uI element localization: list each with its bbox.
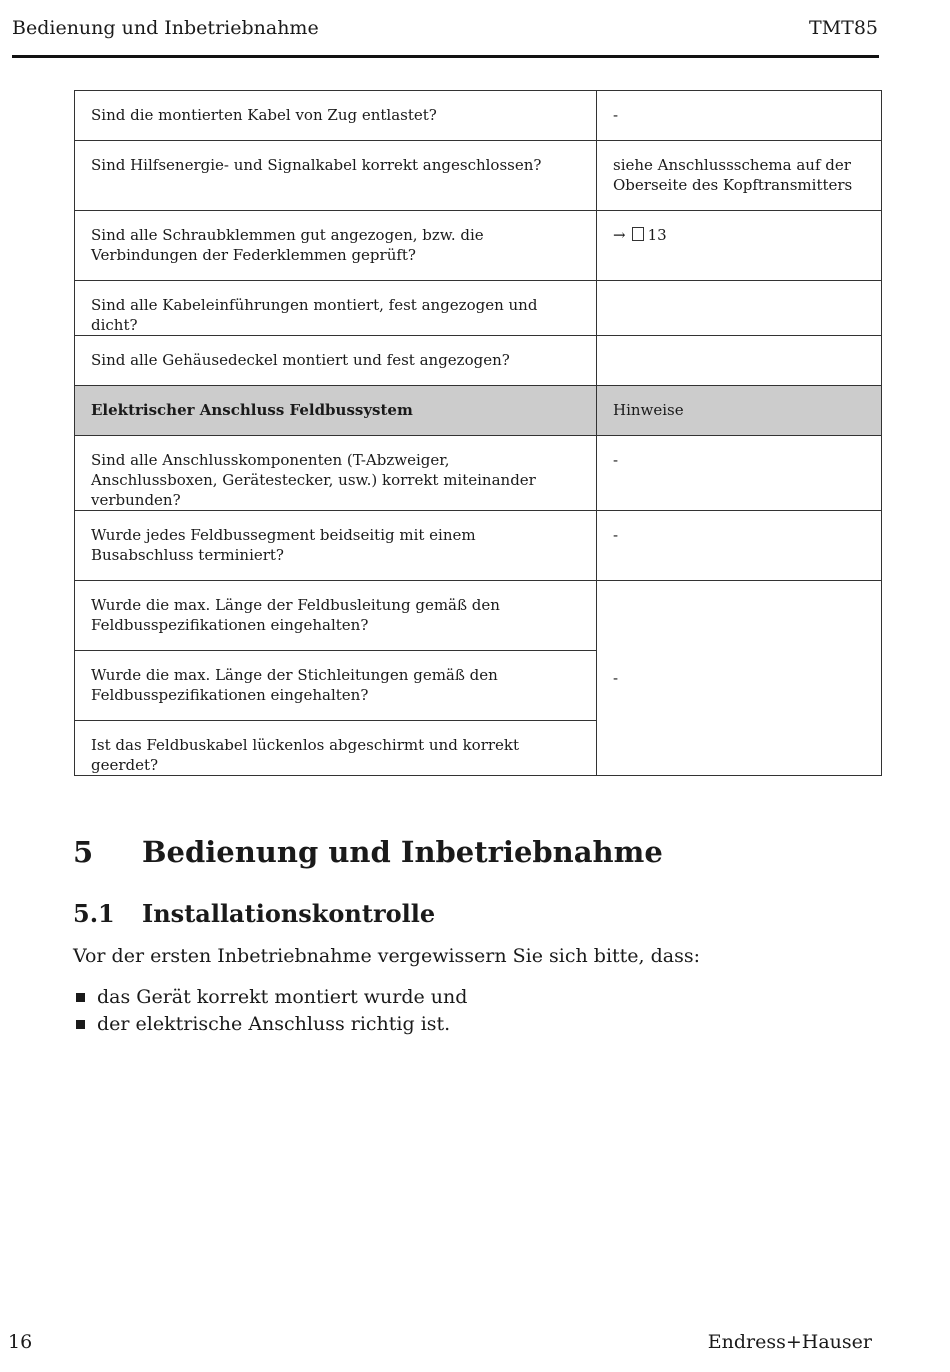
check-question: Sind alle Gehäusedeckel montiert und fest angezogen? (75, 336, 597, 386)
check-note (597, 336, 882, 386)
section-label: Elektrischer Anschluss Feldbussystem (75, 386, 597, 436)
list-item-text: der elektrische Anschluss richtig ist. (97, 1013, 451, 1035)
table-row (75, 141, 882, 211)
section-number: 5.1 (73, 899, 115, 928)
table-row (75, 436, 882, 511)
table-row (75, 91, 882, 141)
check-question: Sind alle Anschlusskomponenten (T-Abzweiger, Anschlussboxen, Gerätestecker, usw.) korrekt miteinander verbunden? (75, 436, 597, 511)
check-note: - (597, 581, 882, 776)
check-question: Sind alle Kabeleinführungen montiert, fest angezogen und dicht? (75, 281, 597, 336)
check-note: - (597, 436, 882, 511)
table-row (75, 511, 882, 581)
chapter-number: 5 (73, 835, 94, 869)
list-item-text: das Gerät korrekt montiert wurde und (97, 986, 468, 1008)
running-header-product: TMT85 (809, 17, 878, 39)
page-reference: 13 (647, 226, 667, 244)
check-note: siehe Anschlussschema auf der Oberseite des Kopftransmitters (597, 141, 882, 211)
check-question: Ist das Feldbuskabel lückenlos abgeschirmt und korrekt geerdet? (75, 721, 597, 776)
section-title: Installationskontrolle (142, 899, 436, 928)
check-note (597, 211, 882, 281)
arrow-icon: → (613, 226, 626, 244)
header-rule (12, 55, 879, 58)
check-question: Wurde die max. Länge der Feldbusleitung gemäß den Feldbusspezifikationen eingehalten? (75, 581, 597, 651)
bullet-square-icon (76, 1020, 85, 1029)
table-section-header (75, 386, 882, 436)
table-row (75, 336, 882, 386)
list-item (73, 984, 467, 1011)
check-note (597, 281, 882, 336)
page-reference-icon (632, 227, 644, 241)
check-question: Wurde die max. Länge der Stichleitungen gemäß den Feldbusspezifikationen eingehalten? (75, 651, 597, 721)
list-item (73, 1011, 467, 1038)
bullet-square-icon (76, 993, 85, 1002)
page-number: 16 (8, 1331, 33, 1353)
running-header-title: Bedienung und Inbetriebnahme (12, 17, 319, 39)
section-heading (73, 899, 435, 928)
table-row (75, 581, 882, 651)
bullet-list (73, 984, 467, 1038)
check-question: Sind Hilfsenergie- und Signalkabel korrekt angeschlossen? (75, 141, 597, 211)
brand-name: Endress+Hauser (707, 1331, 872, 1353)
table-row (75, 211, 882, 281)
check-question: Sind alle Schraubklemmen gut angezogen, bzw. die Verbindungen der Federklemmen geprüft? (75, 211, 597, 281)
check-question: Wurde jedes Feldbussegment beidseitig mit einem Busabschluss terminiert? (75, 511, 597, 581)
notes-column-label: Hinweise (597, 386, 882, 436)
chapter-heading (73, 835, 663, 869)
intro-paragraph: Vor der ersten Inbetriebnahme vergewissern Sie sich bitte, dass: (73, 945, 701, 967)
table-row (75, 281, 882, 336)
checklist-table (74, 90, 882, 776)
check-question: Sind die montierten Kabel von Zug entlastet? (75, 91, 597, 141)
chapter-title: Bedienung und Inbetriebnahme (142, 835, 663, 869)
check-note: - (597, 91, 882, 141)
check-note: - (597, 511, 882, 581)
